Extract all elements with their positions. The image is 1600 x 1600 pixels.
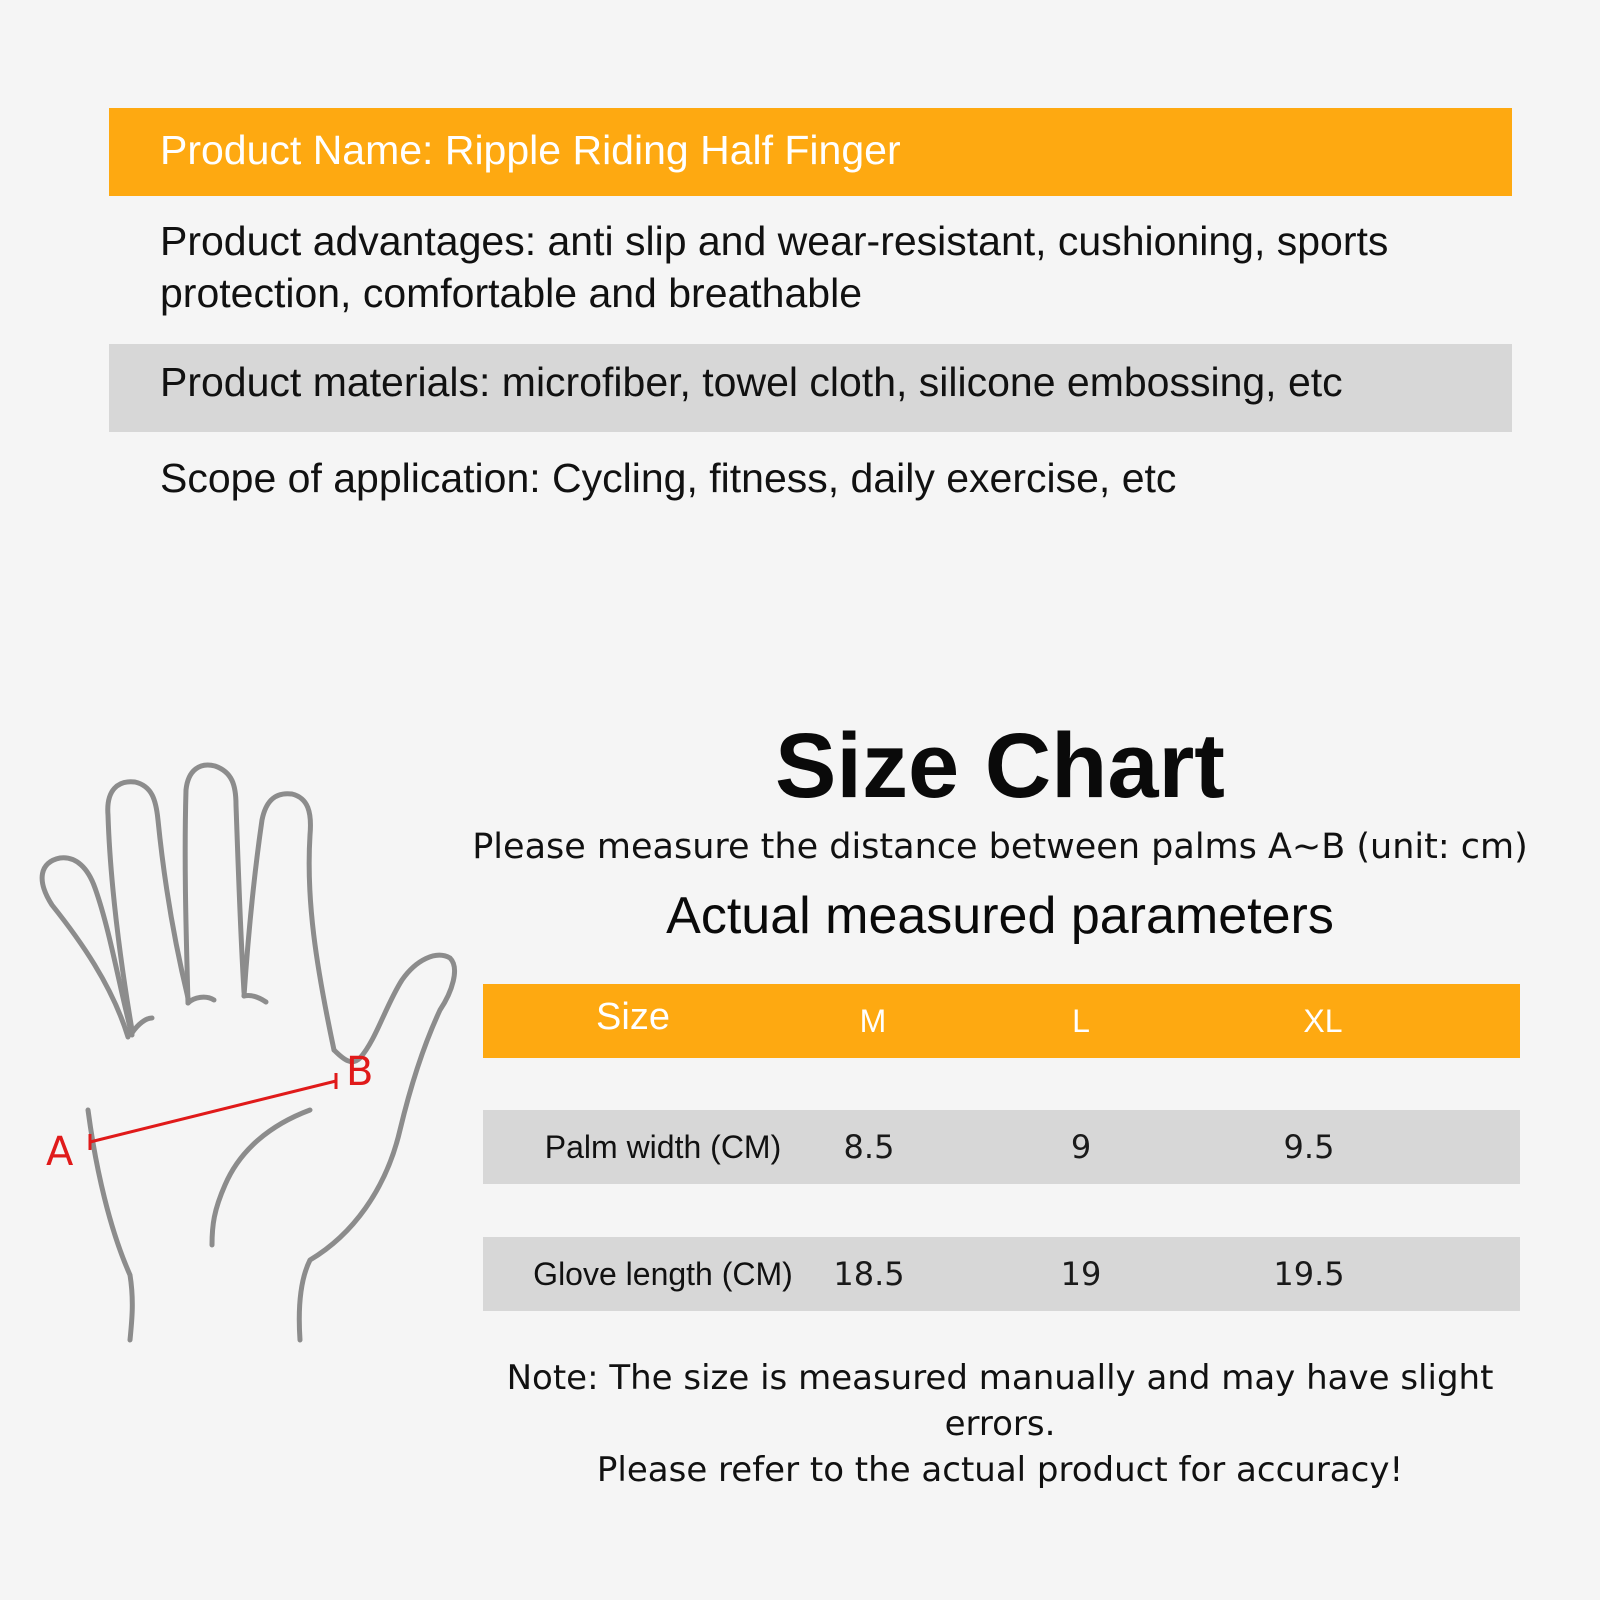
size-header-m: M [859,1002,887,1039]
palm-width-m: 8.5 [843,1128,895,1166]
size-note-line-1: Note: The size is measured manually and may have slight errors. [506,1358,1494,1444]
size-header-l: L [1072,1002,1090,1039]
size-table-header [483,984,1520,1058]
glove-length-m: 18.5 [833,1255,905,1293]
table-row [483,1110,1520,1184]
palm-width-label: Palm width (CM) [544,1128,782,1165]
marker-a-label: A [46,1129,74,1175]
glove-length-label: Glove length (CM) [533,1255,793,1292]
actual-parameters-title: Actual measured parameters [666,887,1334,945]
size-header-xl: XL [1303,1002,1343,1039]
glove-length-xl: 19.5 [1273,1255,1345,1293]
product-name: Product Name: Ripple Riding Half Finger [160,127,901,173]
product-advantages: Product advantages: anti slip and wear-resistant, cushioning, sports protection, comfortable and breathable [160,218,1389,316]
measure-instruction: Please measure the distance between palms A~B (unit: cm) [472,827,1528,867]
size-header-label: Size [596,995,670,1038]
glove-length-l: 19 [1060,1255,1102,1293]
hand-outline-icon [0,700,480,1360]
marker-b-label: B [346,1049,374,1095]
scope-of-application: Scope of application: Cycling, fitness, daily exercise, etc [160,455,1177,501]
size-note [460,1355,1540,1493]
table-row [483,1237,1520,1311]
product-materials: Product materials: microfiber, towel cloth, silicone embossing, etc [160,359,1343,405]
palm-width-l: 9 [1070,1128,1092,1166]
size-chart-title: Size Chart [775,715,1225,817]
palm-width-xl: 9.5 [1283,1128,1335,1166]
size-note-line-2: Please refer to the actual product for accuracy! [596,1450,1404,1490]
